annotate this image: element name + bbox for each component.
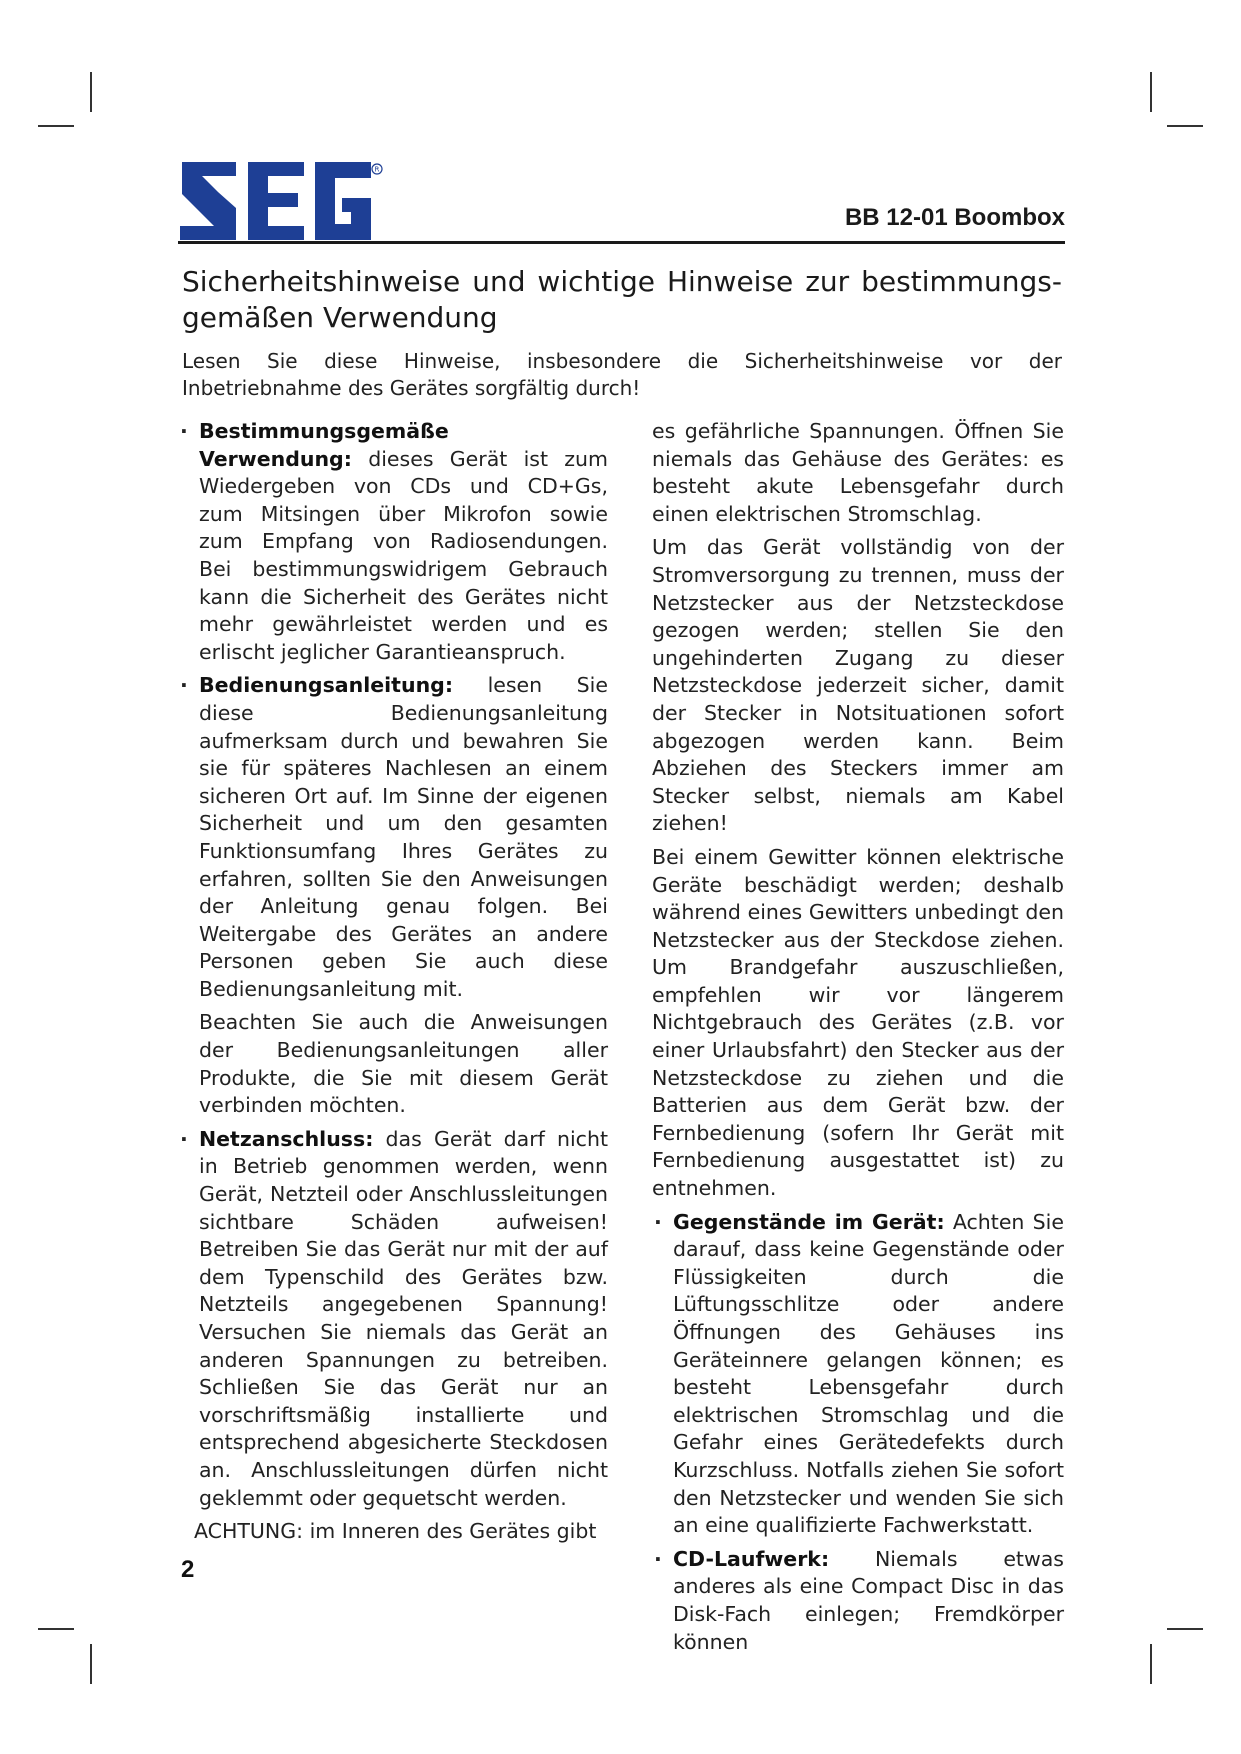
section-manual-note: Beachten Sie auch die Anweisungen der Bedienungsanleitungen aller Produkte, die Sie mit diesem Gerät verbinden möchten.	[199, 1010, 608, 1118]
seg-logo	[178, 162, 383, 240]
section-warning: ACHTUNG: im Inneren des Gerätes gibt	[194, 1519, 597, 1544]
page-title: Sicherheitshinweise und wichtige Hinweise zur bestimmungs-gemäßen Verwendung	[182, 265, 1062, 334]
intro-text: Lesen Sie diese Hinweise, insbesondere die Sicherheitshinweise vor der Inbetriebnahme des Gerätes sorgfältig durch!	[182, 349, 1062, 400]
page-number: 2	[181, 1556, 195, 1583]
crop-mark-tr-v	[1150, 72, 1152, 112]
section-text: das Gerät darf nicht in Betrieb genommen werden, wenn Gerät, Netzteil oder Anschlussleitungen sichtbare Schäden aufweisen! Betreiben Sie das Gerät nur mit der auf dem Typenschild des Gerätes bzw. Netzteils angegebenen Spannung! Versuchen Sie niemals das Gerät an anderen Spannungen zu betreiben. Schließen Sie das Gerät nur an vorschriftsmäßig installierte und entsprechend abgesicherte Steckdosen an. Anschlussleitungen dürfen nicht geklemmt oder gequetscht werden.	[199, 1126, 608, 1510]
svg-text:R: R	[374, 165, 380, 174]
section-text: lesen Sie diese Bedienungsanleitung aufmerksam durch und bewahren Sie sie für späteres Nachlesen an einem sicheren Ort auf. Im Sinne der eigenen Sicherheit und um den gesamten Funktionsumfang Ihres Gerätes zu erfahren, sollten Sie den Anweisungen der Anleitung genau folgen. Bei Weitergabe des Gerätes an andere Personen geben Sie auch diese Bedienungsanleitung mit.	[199, 673, 608, 1001]
left-column	[178, 418, 608, 1552]
section-text: Achten Sie darauf, dass keine Gegenstände oder Flüssigkeiten durch die Lüftungsschlitze oder andere Öffnungen des Gehäuses ins Geräteinnere gelangen können; es besteht Lebensgefahr durch elektrischen Stromschlag und die Gefahr eines Gerätedefekts durch Kurzschluss. Notfalls ziehen Sie sofort den Netzstecker und wenden Sie sich an eine qualifizierte Fachwerkstatt.	[673, 1209, 1064, 1538]
model-name: BB 12-01 Boombox	[844, 204, 1065, 231]
crop-mark-tl-v	[90, 72, 92, 112]
section-label: Bedienungsanleitung:	[199, 673, 454, 698]
section-mains	[178, 1126, 608, 1512]
right-column	[652, 418, 1064, 1662]
crop-mark-br-v	[1150, 1644, 1152, 1684]
paragraph-thunderstorm: Bei einem Gewitter können elektrische Geräte beschädigt werden; deshalb während eines Gewitters unbedingt den Netzstecker aus der Steckdose ziehen. Um Brandgefahr auszuschließen, empfehlen wir vor längerem Nichtgebrauch des Gerätes (z.B. vor einer Urlaubsfahrt) den Stecker aus der Netzsteckdose zu ziehen und die Batterien aus dem Gerät bzw. der Fernbedienung (sofern Ihr Gerät mit Fernbedienung ausgestattet ist) zu entnehmen.	[652, 844, 1064, 1201]
section-label: Gegenstände im Gerät:	[673, 1209, 945, 1234]
crop-mark-bl-v	[90, 1644, 92, 1684]
section-label: Netzanschluss:	[199, 1126, 374, 1151]
section-intended-use	[178, 418, 608, 666]
header-rule	[178, 241, 1065, 244]
section-text: Niemals etwas anderes als eine Compact Disc in das Disk-Fach einlegen; Fremdkörper können	[673, 1546, 1064, 1654]
paragraph-disconnect: Um das Gerät vollständig von der Stromversorgung zu trennen, muss der Netzstecker aus der Netzsteckdose gezogen werden; stellen Sie den ungehinderten Zugang zu dieser Netzsteckdose jederzeit sicher, damit der Stecker in Notsituationen sofort abgezogen werden kann. Beim Abziehen des Steckers immer am Stecker selbst, niemals am Kabel ziehen!	[652, 535, 1064, 836]
section-objects	[652, 1209, 1064, 1540]
section-label: Bestimmungsgemäße Verwendung:	[199, 419, 449, 471]
section-manual	[178, 672, 608, 1003]
section-text: dieses Gerät ist zum Wiedergeben von CDs und CD+Gs, zum Mitsingen über Mikrofon sowie zum Empfang von Radiosendungen. Bei bestimmungswidrigem Gebrauch kann die Sicherheit des Gerätes nicht mehr gewährleistet werden und es erlischt jeglicher Garantieanspruch.	[199, 446, 608, 664]
crop-mark-tl-h	[38, 125, 74, 127]
section-label: CD-Laufwerk:	[673, 1546, 830, 1571]
crop-mark-br-h	[1167, 1628, 1203, 1630]
paragraph-danger: es gefährliche Spannungen. Öffnen Sie niemals das Gehäuse des Gerätes: es besteht akute Lebensgefahr durch einen elektrischen Stromschlag.	[652, 419, 1064, 526]
crop-mark-bl-h	[38, 1628, 74, 1630]
crop-mark-tr-h	[1167, 125, 1203, 127]
section-cd-drive	[652, 1546, 1064, 1656]
